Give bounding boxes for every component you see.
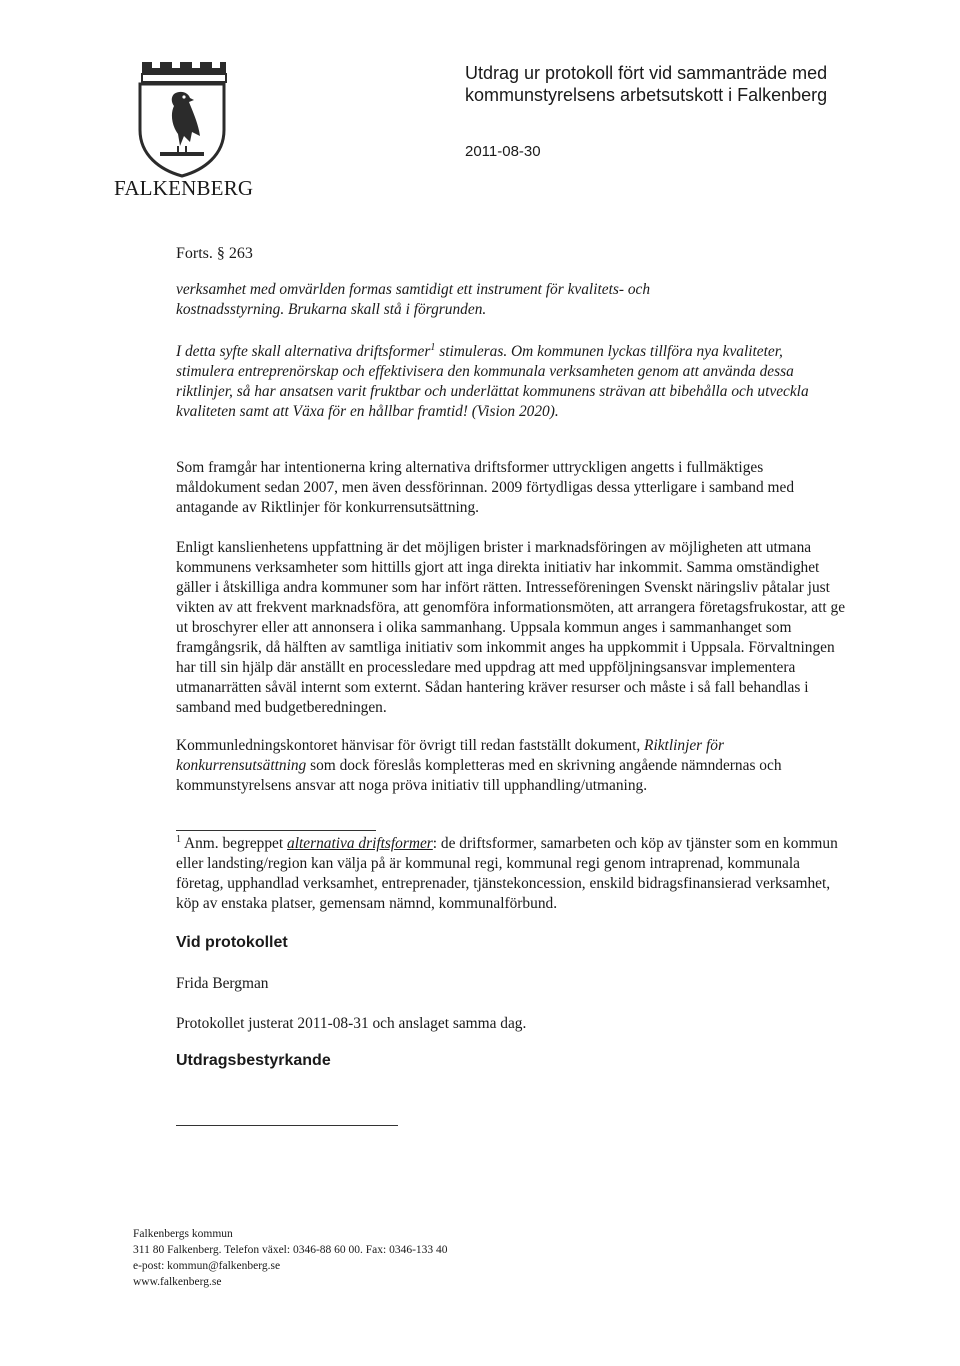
quote-paragraph-1: verksamhet med omvärlden formas samtidigt ett instrument för kvalitets- och kostnadsstyrning. Brukarna skall stå i förgrunden.: [176, 281, 651, 318]
quote-paragraph-2-rest: stimuleras. Om kommunen lyckas tillföra nya kvaliteter, stimulera entreprenörskap och effektivisera den kommunala verksamheten genom att använda dessa riktlinjer, så har ansatsen varit fruktbar och underlättat kommunens strävan att bibehålla och utveckla kvaliteten samt att Växa för en hållbar framtid! (Vision 2020).: [176, 343, 809, 420]
justification-note: Protokollet justerat 2011-08-31 och anslaget samma dag.: [176, 1015, 527, 1032]
footnote-separator: [176, 830, 376, 831]
footer-address-phone: 311 80 Falkenberg. Telefon växel: 0346-88 60 00. Fax: 0346-133 40: [133, 1244, 448, 1256]
section-label: Forts. § 263: [176, 245, 253, 262]
footer-email: e-post: kommun@falkenberg.se: [133, 1260, 281, 1272]
falkenberg-coat-of-arms: [134, 60, 230, 180]
footnote-reference: 1: [430, 341, 436, 353]
document-title-line-1: Utdrag ur protokoll fört vid sammanträde med: [465, 63, 828, 83]
attestation-heading: Utdragsbestyrkande: [176, 1052, 331, 1069]
quote-paragraph-2-start: I detta syfte skall alternativa driftsformer: [176, 343, 431, 360]
body-paragraph-3-rest: som dock föreslås kompletteras med en skrivning angående nämndernas och kommunstyrelsens ansvar att noga pröva initiativ till upphandling/utmaning.: [176, 757, 782, 794]
footnote-term: alternativa driftsformer: [287, 835, 433, 852]
organization-name: FALKENBERG: [114, 176, 254, 200]
footer-website: www.falkenberg.se: [133, 1276, 222, 1288]
body-paragraph-3: [176, 736, 848, 796]
footer-municipality: Falkenbergs kommun: [133, 1228, 233, 1240]
footnote-prefix: Anm. begreppet: [181, 835, 287, 852]
document-title: [465, 62, 935, 106]
footnote-marker: 1: [176, 833, 181, 845]
quote-paragraph-2: [176, 342, 824, 422]
signature-line: [176, 1125, 398, 1126]
document-title-line-2: kommunstyrelsens arbetsutskott i Falkenberg: [465, 85, 828, 105]
footnote-text: : de driftsformer, samarbeten och köp av tjänster som en kommun eller landsting/region kan välja på är kommunal regi, kommunal regi genom intraprenad, kommunala företag, upphandlad verksamhet, entreprenader, tjänstekoncession, enskild bidragsfinansierad verksamhet, köp av enstaka platser, gemensam nämnd, kommunalförbund.: [176, 835, 838, 912]
footer-contact: [133, 1226, 448, 1290]
secretary-name: Frida Bergman: [176, 975, 269, 992]
footnote: [176, 834, 848, 914]
guideline-document-title: Riktlinjer för konkurrensutsättning: [176, 737, 724, 774]
protocol-heading: Vid protokollet: [176, 934, 288, 951]
meeting-date: 2011-08-30: [465, 143, 541, 160]
body-paragraph-3-start: Kommunledningskontoret hänvisar för övrigt till redan fastställt dokument,: [176, 737, 645, 754]
body-paragraph-1: Som framgår har intentionerna kring alternativa driftsformer uttryckligen angetts i fullmäktiges måldokument sedan 2007, men även dessförinnan. 2009 förtydligas dessa ytterligare i samband med antagande av Riktlinjer för konkurrensutsättning.: [176, 459, 795, 516]
body-paragraph-2: Enligt kanslienhetens uppfattning är det möjligen brister i marknadsföringen av möjligheten att utmana kommunens verksamheter som hittills gjort att inga direkta initiativ har inkommit. Samma omständighet gäller i åtskilliga andra kommuner som har infört rätten. Intresseföreningen Svenskt näringsliv påtalar just vikten av att frekvent marknadsföra, att genomföra informationsmöten, att arrangera företagsfrukostar, att ge ut broschyrer eller att annonsera i olika sammanhang. Uppsala kommun anges i sammanhanget som framgångsrik, då hälften av samtliga initiativ som inkommit anges ha uppkommit i Uppsala. Förvaltningen har till sin hjälp där anställt en processledare med uppdrag att med uppföljningsansvar implementera utmanarrätten såväl internt som externt. Sådan hantering kräver resurser och måste i så fall behandlas i samband med budgetberedningen.: [176, 539, 846, 716]
